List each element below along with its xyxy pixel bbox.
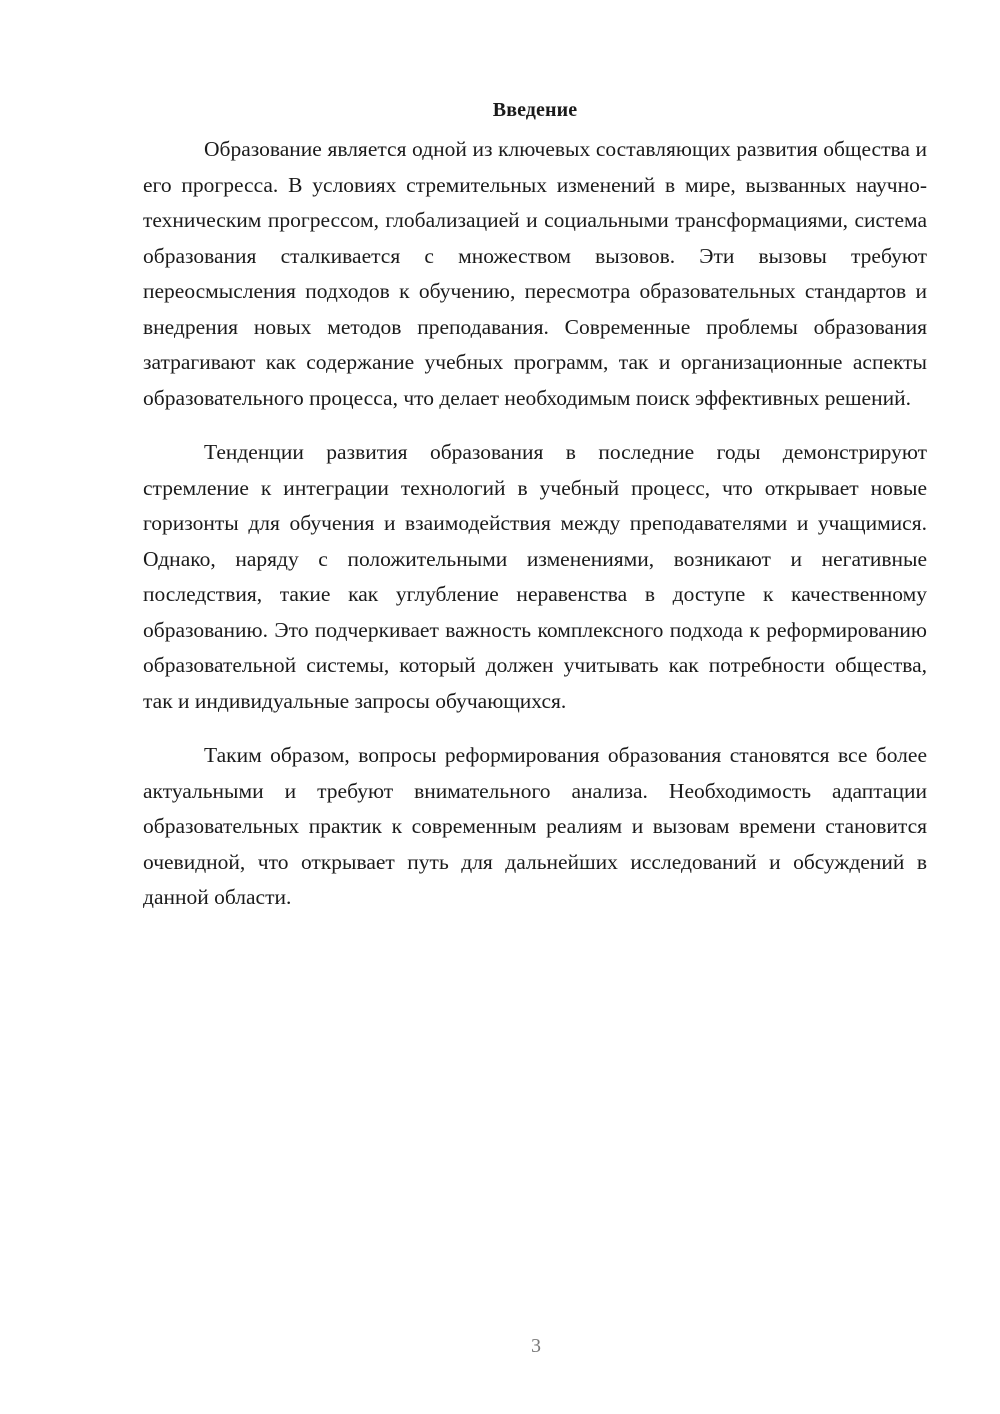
section-heading: Введение xyxy=(492,99,578,121)
paragraph-2: Тенденции развития образования в последние годы демонстрируют стремление к интеграции технологий в учебный процесс, что открывает новые горизонты для обучения и взаимодействия между преподавателями и учащимися. Однако, наряду с положительными изменениями, возникают и негативные последствия, такие как углубление неравенства в доступе к качественному образованию. Это подчеркивает важность комплексного подхода к реформированию образовательной системы, который должен учитывать как потребности общества, так и индивидуальные запросы обучающихся. xyxy=(143,440,927,713)
page-content xyxy=(143,96,927,935)
page-number: 3 xyxy=(531,1335,541,1357)
paragraph-1: Образование является одной из ключевых составляющих развития общества и его прогресса. В условиях стремительных изменений в мире, вызванных научно-техническим прогрессом, глобализацией и социальными трансформациями, система образования сталкивается с множеством вызовов. Эти вызовы требуют переосмысления подходов к обучению, пересмотра образовательных стандартов и внедрения новых методов преподавания. Современные проблемы образования затрагивают как содержание учебных программ, так и организационные аспекты образовательного процесса, что делает необходимым поиск эффективных решений. xyxy=(143,137,927,410)
paragraph-3: Таким образом, вопросы реформирования образования становятся все более актуальными и требуют внимательного анализа. Необходимость адаптации образовательных практик к современным реалиям и вызовам времени становится очевидной, что открывает путь для дальнейших исследований и обсуждений в данной области. xyxy=(143,743,927,909)
